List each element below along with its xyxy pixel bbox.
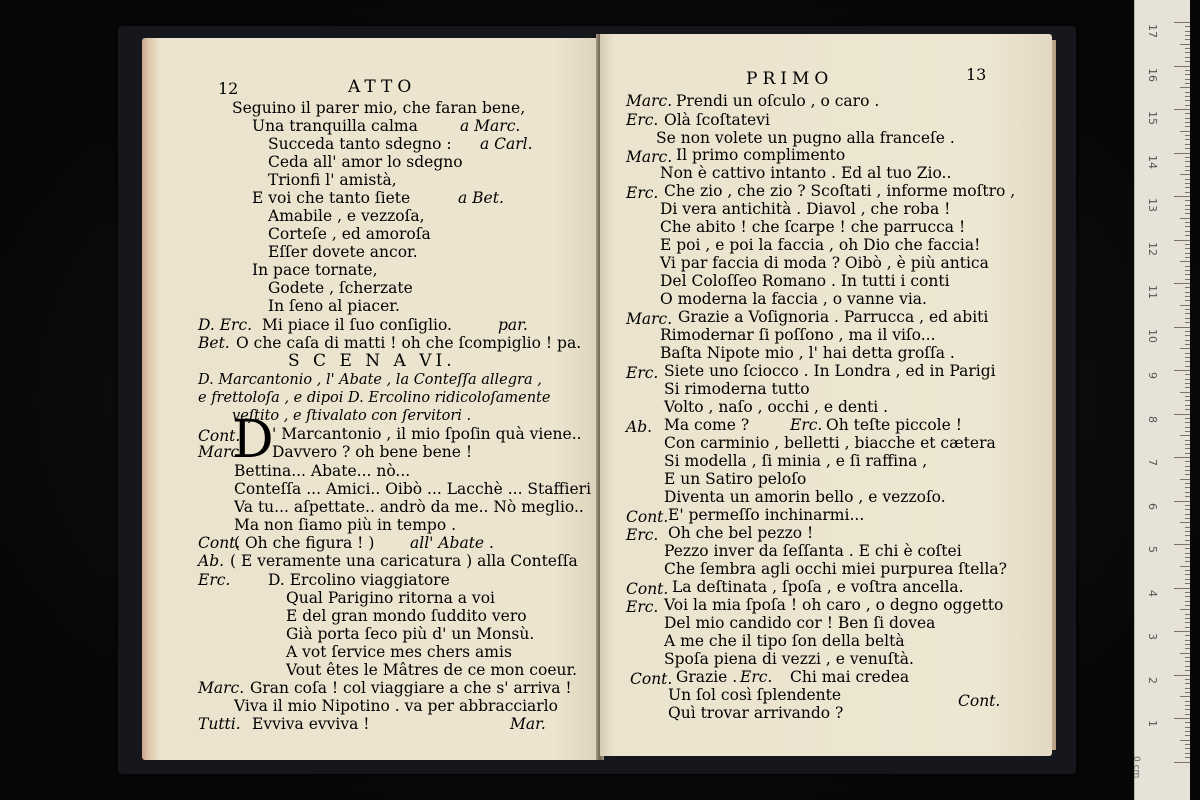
text-line: Del Coloſſeo Romano . In tutti i conti	[660, 272, 950, 290]
ruler-tick	[1180, 392, 1190, 393]
text-line: Davvero ? oh bene bene !	[272, 443, 473, 461]
page-number: 12	[218, 79, 239, 98]
ruler-tick	[1185, 735, 1190, 736]
scene-description: e frettoloſa , e dipoi D. Ercolino ridicoloſamente	[198, 390, 551, 406]
text-line: Vout êtes le Mâtres de ce mon coeur.	[286, 661, 578, 679]
text-line: Già porta ſeco più d' un Monsù.	[286, 625, 535, 643]
ruler-tick	[1180, 609, 1190, 610]
text-line: Una tranquilla calma	[252, 117, 418, 135]
speaker: Erc.	[790, 416, 823, 434]
text-line: E del gran mondo ſuddito vero	[286, 607, 527, 625]
ruler-tick	[1185, 353, 1190, 354]
stage-direction: par.	[498, 316, 528, 334]
speaker: Erc.	[740, 668, 773, 686]
ruler-tick	[1185, 148, 1190, 149]
ruler-tick	[1174, 631, 1190, 632]
ruler-tick	[1174, 588, 1190, 589]
ruler-tick	[1185, 361, 1190, 362]
text-line: La deſtinata , ſpoſa , e voſtra ancella.	[672, 578, 964, 596]
text-line: E voi che tanto ſiete	[252, 189, 411, 207]
ruler-tick	[1185, 396, 1190, 397]
ruler-tick	[1185, 287, 1190, 288]
ruler-tick	[1185, 679, 1190, 680]
ruler-tick	[1180, 435, 1190, 436]
ruler-number: 12	[1146, 241, 1159, 256]
ruler-tick	[1174, 718, 1190, 719]
ruler-tick	[1185, 257, 1190, 258]
ruler-tick	[1185, 701, 1190, 702]
text-line: Pezzo inver da ſeſſanta . E chi è coſtei	[664, 542, 962, 560]
ruler-tick	[1185, 35, 1190, 36]
ruler-tick	[1185, 405, 1190, 406]
ruler-tick	[1180, 131, 1190, 132]
ruler-tick	[1185, 279, 1190, 280]
text-line: Il primo complimento	[676, 146, 846, 164]
ruler-tick	[1185, 557, 1190, 558]
speaker: Marc.	[198, 679, 245, 697]
ruler-tick	[1180, 653, 1190, 654]
speaker: Cont.	[626, 508, 669, 526]
stage-direction: a Bet.	[458, 189, 504, 207]
running-head: PRIMO	[746, 69, 834, 89]
ruler-number: 13	[1146, 198, 1159, 212]
ruler-tick	[1185, 200, 1190, 201]
text-line: Si modella , ſi minia , e ſi raffina ,	[664, 452, 928, 470]
text-line: Non è cattivo intanto . Ed al tuo Zio..	[660, 164, 952, 182]
text-line: Oh che bel pezzo !	[668, 524, 814, 542]
speaker: Erc.	[626, 598, 659, 616]
ruler-tick	[1185, 466, 1190, 467]
ruler-tick	[1180, 740, 1190, 741]
text-line: Olà ſcoſtatevi	[664, 111, 770, 129]
ruler-tick	[1185, 418, 1190, 419]
ruler-tick	[1185, 666, 1190, 667]
text-line: Va tu... aſpettate.. andrò da me.. Nò meglio..	[234, 498, 584, 516]
ruler-tick	[1185, 383, 1190, 384]
ruler-tick	[1185, 270, 1190, 271]
text-line: Evviva evviva !	[252, 715, 370, 733]
stage-direction: a Marc.	[460, 117, 521, 135]
ruler-tick	[1185, 605, 1190, 606]
ruler-tick	[1185, 592, 1190, 593]
ruler-tick	[1185, 379, 1190, 380]
speaker: D. Erc.	[198, 316, 253, 334]
ruler-number: 17	[1146, 24, 1159, 38]
ruler-tick	[1185, 448, 1190, 449]
ruler-tick	[1185, 705, 1190, 706]
speaker: Erc.	[626, 526, 659, 544]
text-line: Quì trovar arrivando ?	[668, 704, 844, 722]
measuring-ruler	[1131, 0, 1190, 800]
ruler-tick	[1174, 66, 1190, 67]
stage-direction: all' Abate .	[410, 534, 494, 552]
ruler-tick	[1185, 570, 1190, 571]
ruler-tick	[1185, 122, 1190, 123]
text-line: Grazie a Voſignoria . Parrucca , ed abiti	[678, 308, 989, 326]
ruler-tick	[1185, 614, 1190, 615]
text-line: Viva il mio Nipotino . va per abbracciarlo	[234, 697, 558, 715]
ruler-number: 15	[1146, 111, 1159, 125]
text-line: E un Satiro peloſo	[664, 470, 807, 488]
text-line: Che ſembra agli occhi miei purpurea ſtella?	[664, 560, 1007, 578]
speaker: Erc.	[626, 184, 659, 202]
text-line: In ſeno al piacer.	[268, 297, 400, 315]
ruler-tick	[1185, 235, 1190, 236]
ruler-tick	[1185, 366, 1190, 367]
text-line: Spoſa piena di vezzi , e venuſtà.	[664, 650, 914, 668]
ruler-tick	[1185, 166, 1190, 167]
speaker: Erc.	[626, 364, 659, 382]
ruler-tick	[1185, 661, 1190, 662]
ruler-tick	[1185, 57, 1190, 58]
ruler-unit-label: 0 cm	[1131, 756, 1141, 779]
ruler-tick	[1180, 696, 1190, 697]
page-number: 13	[966, 65, 987, 84]
ruler-tick	[1185, 440, 1190, 441]
ruler-tick	[1185, 514, 1190, 515]
speaker: Marc.	[198, 443, 245, 461]
ruler-tick	[1185, 244, 1190, 245]
ruler-tick	[1185, 692, 1190, 693]
text-line: D. Ercolino viaggiatore	[268, 571, 450, 589]
ruler-number: 14	[1146, 154, 1159, 169]
speaker: Marc.	[626, 92, 673, 110]
ruler-tick	[1185, 487, 1190, 488]
drop-cap: D	[232, 410, 274, 470]
ruler-tick	[1185, 170, 1190, 171]
text-line: Ma come ?	[664, 416, 750, 434]
ruler-tick	[1174, 675, 1190, 676]
ruler-tick	[1174, 544, 1190, 545]
ruler-tick	[1185, 126, 1190, 127]
ruler-tick	[1174, 457, 1190, 458]
ruler-tick	[1185, 757, 1190, 758]
ruler-tick	[1185, 52, 1190, 53]
ruler-number: 1	[1146, 720, 1159, 727]
ruler-tick	[1185, 313, 1190, 314]
text-line: Con carminio , belletti , biacche et cætera	[664, 434, 996, 452]
ruler-tick	[1174, 283, 1190, 284]
ruler-tick	[1180, 174, 1190, 175]
text-line: Grazie .	[676, 668, 738, 686]
ruler-tick	[1185, 622, 1190, 623]
catchword: Mar.	[510, 715, 546, 733]
ruler-tick	[1185, 744, 1190, 745]
ruler-tick	[1185, 309, 1190, 310]
ruler-tick	[1185, 670, 1190, 671]
text-line: Seguino il parer mio, che faran bene,	[232, 99, 526, 117]
ruler-tick	[1185, 248, 1190, 249]
ruler-tick	[1185, 113, 1190, 114]
ruler-tick	[1185, 340, 1190, 341]
ruler-number: 6	[1146, 502, 1159, 510]
ruler-tick	[1185, 509, 1190, 510]
ruler-tick	[1185, 431, 1190, 432]
ruler-tick	[1185, 518, 1190, 519]
speaker: Ab.	[626, 418, 653, 436]
text-line: Godete , ſcherzate	[268, 279, 413, 297]
text-line: Vi par faccia di moda ? Oibò , è più antica	[660, 254, 989, 272]
speaker: Erc.	[626, 111, 659, 129]
ruler-tick	[1185, 274, 1190, 275]
text-line: Qual Parigino ritorna a voi	[286, 589, 495, 607]
text-line: Gran coſa ! col viaggiare a che s' arriva !	[250, 679, 572, 697]
ruler-tick	[1185, 727, 1190, 728]
text-line: Se non volete un pugno alla franceſe .	[656, 129, 955, 147]
ruler-tick	[1185, 157, 1190, 158]
running-head: ATTO	[348, 77, 417, 97]
ruler-tick	[1185, 331, 1190, 332]
ruler-tick	[1185, 640, 1190, 641]
ruler-tick	[1185, 161, 1190, 162]
speaker: Ab.	[198, 552, 225, 570]
scene-heading: S C E N A VI.	[288, 351, 456, 371]
ruler-tick	[1185, 627, 1190, 628]
speaker: Tutti.	[198, 715, 241, 733]
ruler-tick	[1185, 601, 1190, 602]
ruler-tick	[1185, 318, 1190, 319]
ruler-tick	[1185, 731, 1190, 732]
text-line: Chi mai credea	[790, 668, 910, 686]
ruler-number: 16	[1146, 67, 1159, 82]
text-line: ( E veramente una caricatura ) alla Conteſſa	[230, 552, 578, 570]
text-line: Un ſol così ſplendente	[668, 686, 842, 704]
ruler-tick	[1174, 370, 1190, 371]
text-line: In pace tornate,	[252, 261, 378, 279]
ruler-tick	[1185, 714, 1190, 715]
text-line: Conteſſa ... Amici.. Oibò ... Lacchè ... Staffieri	[234, 480, 592, 498]
text-line: Volto , naſo , occhi , e denti .	[664, 398, 889, 416]
ruler-tick	[1185, 187, 1190, 188]
text-line: Amabile , e vezzoſa,	[268, 207, 425, 225]
ruler-tick	[1185, 596, 1190, 597]
ruler-tick	[1185, 635, 1190, 636]
ruler-tick	[1185, 31, 1190, 32]
ruler-tick	[1185, 144, 1190, 145]
ruler-tick	[1185, 374, 1190, 375]
ruler-number: 4	[1146, 589, 1159, 597]
ruler-tick	[1185, 183, 1190, 184]
ruler-tick	[1185, 561, 1190, 562]
ruler-tick	[1185, 105, 1190, 106]
ruler-tick	[1180, 87, 1190, 88]
ruler-number: 5	[1146, 546, 1159, 553]
catchword: Cont.	[958, 692, 1001, 710]
ruler-tick	[1185, 322, 1190, 323]
ruler-tick	[1185, 266, 1190, 267]
ruler-tick	[1174, 109, 1190, 110]
ruler-tick	[1174, 501, 1190, 502]
ruler-tick	[1185, 79, 1190, 80]
ruler-tick	[1174, 22, 1190, 23]
text-line: Corteſe , ed amoroſa	[268, 225, 431, 243]
ruler-tick	[1185, 527, 1190, 528]
ruler-tick	[1174, 414, 1190, 415]
stage-direction: a Carl.	[480, 135, 533, 153]
ruler-tick	[1185, 92, 1190, 93]
ruler-tick	[1185, 531, 1190, 532]
speaker: Erc.	[198, 571, 231, 589]
text-line: Eſſer dovete ancor.	[268, 243, 418, 261]
text-line: Rimodernar ſi poſſono , ma il viſo...	[660, 326, 936, 344]
ruler-tick	[1185, 618, 1190, 619]
text-line: A vot ſervice mes chers amis	[286, 643, 512, 661]
ruler-tick	[1185, 553, 1190, 554]
ruler-tick	[1185, 139, 1190, 140]
ruler-tick	[1185, 461, 1190, 462]
ruler-tick	[1185, 683, 1190, 684]
ruler-number: 3	[1146, 633, 1159, 640]
ruler-tick	[1180, 479, 1190, 480]
ruler-tick	[1185, 492, 1190, 493]
ruler-number: 10	[1146, 328, 1159, 343]
ruler-tick	[1180, 218, 1190, 219]
speaker: Cont.	[198, 534, 241, 552]
ruler-tick	[1185, 292, 1190, 293]
ruler-tick	[1185, 335, 1190, 336]
ruler-tick	[1185, 574, 1190, 575]
speaker: Cont.	[198, 427, 241, 445]
text-line: E' permeſſo inchinarmi...	[668, 506, 865, 524]
text-line: Del mio candido cor ! Ben ſi dovea	[664, 614, 936, 632]
text-line: O moderna la faccia , o vanne via.	[660, 290, 927, 308]
ruler-tick	[1180, 305, 1190, 306]
ruler-number: 11	[1146, 285, 1159, 299]
ruler-tick	[1185, 253, 1190, 254]
ruler-tick	[1185, 400, 1190, 401]
text-line: ( Oh che figura ! )	[234, 534, 375, 552]
ruler-tick	[1185, 470, 1190, 471]
text-line: Diventa un amorin bello , e vezzoſo.	[664, 488, 946, 506]
speaker: Cont.	[630, 670, 673, 688]
ruler-tick	[1185, 70, 1190, 71]
ruler-tick	[1180, 348, 1190, 349]
ruler-tick	[1185, 179, 1190, 180]
ruler-tick	[1174, 240, 1190, 241]
text-line: Trionfi l' amistà,	[268, 171, 397, 189]
ruler-tick	[1185, 422, 1190, 423]
text-line: Mi piace il ſuo conſiglio.	[262, 316, 452, 334]
ruler-number: 2	[1146, 676, 1159, 684]
ruler-tick	[1185, 748, 1190, 749]
ruler-number: 8	[1146, 415, 1159, 423]
ruler-tick	[1185, 753, 1190, 754]
ruler-tick	[1185, 205, 1190, 206]
text-line: Di vera antichità . Diavol , che roba !	[660, 200, 951, 218]
ruler-tick	[1185, 535, 1190, 536]
ruler-tick	[1174, 196, 1190, 197]
text-line: Voi la mia ſpoſa ! oh caro , o degno oggetto	[664, 596, 1004, 614]
text-line: Che zio , che zio ? Scoſtati , informe moſtro ,	[664, 182, 1016, 200]
ruler-tick	[1185, 300, 1190, 301]
ruler-tick	[1180, 566, 1190, 567]
scene-description: D. Marcantonio , l' Abate , la Conteſſa allegra ,	[198, 372, 542, 388]
text-line: Bettina... Abate... nò...	[234, 462, 411, 480]
ruler-tick	[1185, 644, 1190, 645]
ruler-tick	[1185, 26, 1190, 27]
ruler-tick	[1174, 327, 1190, 328]
ruler-tick	[1174, 153, 1190, 154]
text-line: Baſta Nipote mio , l' hai detta groſſa .	[660, 344, 955, 362]
ruler-number: 7	[1146, 459, 1159, 466]
ruler-tick	[1185, 409, 1190, 410]
ruler-tick	[1185, 61, 1190, 62]
text-line: Che abito ! che ſcarpe ! che parrucca !	[660, 218, 966, 236]
ruler-tick	[1185, 213, 1190, 214]
ruler-tick	[1185, 583, 1190, 584]
text-line: Si rimoderna tutto	[664, 380, 810, 398]
ruler-tick	[1185, 39, 1190, 40]
text-line: O che caſa di matti ! oh che ſcompiglio ! pa.	[236, 334, 582, 352]
ruler-tick	[1185, 96, 1190, 97]
ruler-tick	[1180, 522, 1190, 523]
ruler-tick	[1185, 226, 1190, 227]
text-line: A me che il tipo ſon della beltà	[664, 632, 905, 650]
speaker: Marc.	[626, 148, 673, 166]
ruler-tick	[1180, 261, 1190, 262]
ruler-tick	[1185, 505, 1190, 506]
ruler-number: 9	[1146, 372, 1159, 379]
ruler-tick	[1185, 209, 1190, 210]
ruler-tick	[1185, 540, 1190, 541]
ruler-tick	[1185, 387, 1190, 388]
text-line: Prendi un oſculo , o caro .	[676, 92, 880, 110]
ruler-tick	[1185, 688, 1190, 689]
ruler-tick	[1185, 357, 1190, 358]
ruler-tick	[1185, 648, 1190, 649]
ruler-tick	[1174, 762, 1190, 763]
ruler-tick	[1185, 474, 1190, 475]
ruler-tick	[1185, 118, 1190, 119]
speaker: Bet.	[198, 334, 230, 352]
ruler-tick	[1185, 453, 1190, 454]
ruler-tick	[1185, 135, 1190, 136]
ruler-tick	[1185, 231, 1190, 232]
ruler-tick	[1185, 192, 1190, 193]
ruler-tick	[1185, 222, 1190, 223]
ruler-tick	[1185, 483, 1190, 484]
ruler-tick	[1185, 444, 1190, 445]
ruler-tick	[1185, 74, 1190, 75]
ruler-tick	[1185, 579, 1190, 580]
ruler-tick	[1180, 44, 1190, 45]
text-line: Ma non ſiamo più in tempo .	[234, 516, 457, 534]
text-line: Succeda tanto sdegno :	[268, 135, 452, 153]
ruler-tick	[1185, 709, 1190, 710]
text-line: Oh teſte piccole !	[826, 416, 962, 434]
ruler-tick	[1185, 344, 1190, 345]
ruler-tick	[1185, 100, 1190, 101]
ruler-tick	[1185, 48, 1190, 49]
ruler-tick	[1185, 657, 1190, 658]
speaker: Marc.	[626, 310, 673, 328]
ruler-tick	[1185, 296, 1190, 297]
scene-description: veſtito , e ſtivalato con ſervitori .	[232, 408, 472, 424]
ruler-tick	[1185, 496, 1190, 497]
ruler-tick	[1185, 427, 1190, 428]
ruler-tick	[1185, 548, 1190, 549]
ruler-tick	[1185, 722, 1190, 723]
speaker: Cont.	[626, 580, 669, 598]
ruler-tick	[1185, 83, 1190, 84]
text-line: Ceda all' amor lo sdegno	[268, 153, 463, 171]
text-line: E poi , e poi la faccia , oh Dio che faccia!	[660, 236, 981, 254]
text-line: Siete uno ſciocco . In Londra , ed in Parigi	[664, 362, 996, 380]
text-line: ' Marcantonio , il mio ſpoſin quà viene..	[272, 425, 582, 443]
